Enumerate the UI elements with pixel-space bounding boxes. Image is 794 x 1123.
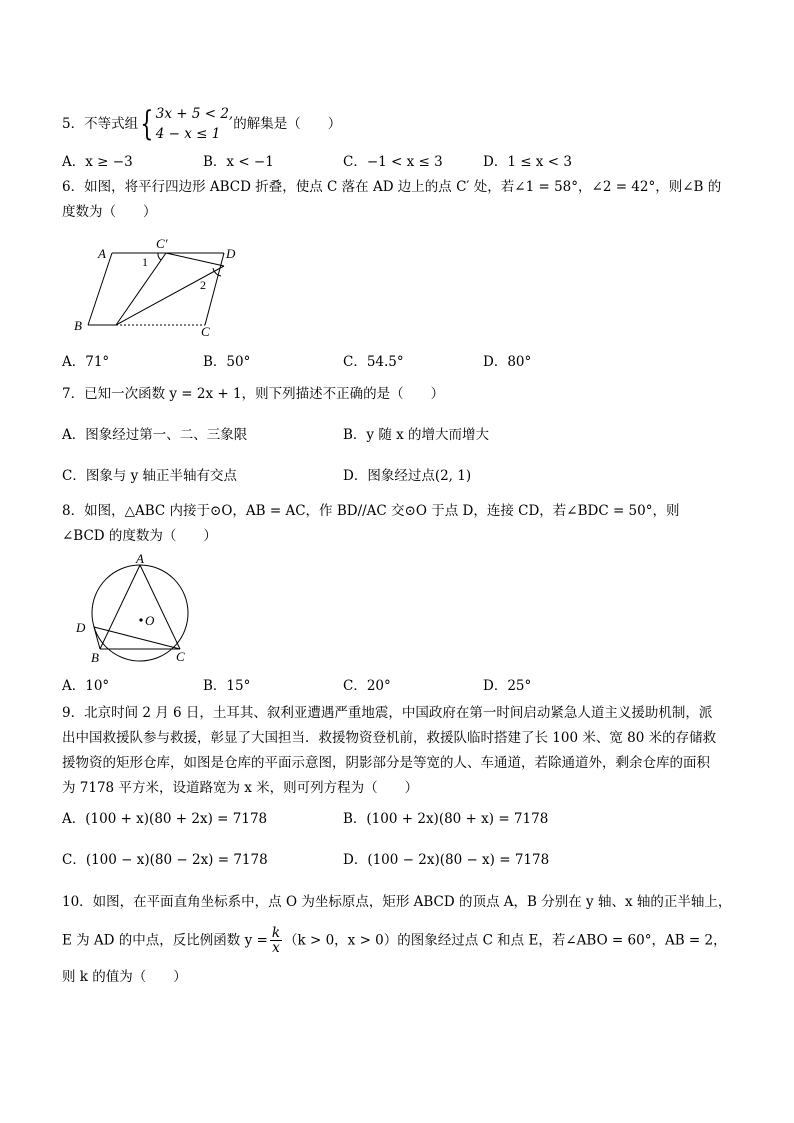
q10-fraction-numerator: k [271, 925, 281, 941]
q5-stem [62, 104, 341, 144]
q9-stem-line3: 援物资的矩形仓库，如图是仓库的平面示意图，阴影部分是等宽的人、车通道，若除通道外，剩余仓库的面积 [62, 755, 710, 771]
q5-option-c[interactable]: C．−1 < x ≤ 3 [343, 154, 443, 170]
q8-label-c: C [176, 649, 185, 664]
q8-label-b: B [91, 650, 99, 665]
q9-option-c[interactable]: C．(100 − x)(80 − 2x) = 7178 [62, 852, 268, 868]
q8-option-c[interactable]: C．20° [343, 678, 391, 694]
q10-stem-line2-suffix: （k > 0，x > 0）的图象经过点 C 和点 E，若∠ABO = 60°，AB = 2， [284, 932, 727, 949]
q6-label-a: A [98, 246, 106, 261]
q8-figure [70, 553, 210, 673]
q8-label-o: O [145, 613, 155, 628]
q5-system [156, 104, 233, 144]
q6-fold-cp-d [166, 253, 224, 266]
q8-option-d[interactable]: D．25° [483, 678, 532, 694]
q6-stem-line2: 度数为（ ） [62, 204, 157, 220]
q7-option-d[interactable]: D．图象经过点(2, 1) [343, 468, 472, 484]
q9-option-a[interactable]: A．(100 + x)(80 + 2x) = 7178 [62, 811, 268, 827]
q6-label-b: B [74, 318, 82, 333]
q8-label-d: D [76, 620, 86, 635]
q6-option-a[interactable]: A．71° [62, 354, 110, 370]
q7-option-b[interactable]: B．y 随 x 的增大而增大 [343, 427, 490, 443]
q10-fraction-denominator: x [272, 940, 280, 956]
q8-seg-ab [100, 565, 140, 649]
q5-option-b[interactable]: B．x < −1 [203, 154, 274, 170]
q6-figure [70, 238, 260, 338]
q6-angle-1-arc [158, 253, 161, 260]
q10-stem-line1: 10．如图，在平面直角坐标系中，点 O 为坐标原点，矩形 ABCD 的顶点 A，B 分别在 y 轴、x 轴的正半轴上， [62, 894, 732, 910]
q6-label-c: C [201, 324, 210, 338]
q7-option-a[interactable]: A．图象经过第一、二、三象限 [62, 427, 248, 443]
q5-eq2: 4 − x ≤ 1 [155, 126, 221, 142]
q6-label-1: 1 [142, 255, 148, 269]
q6-label-d: D [226, 246, 236, 261]
q5-eq1: 3x + 5 < 2, [155, 106, 234, 122]
q8-seg-dc [94, 627, 180, 649]
q6-option-b[interactable]: B．50° [203, 354, 251, 370]
q5-stem-suffix: 的解集是（ ） [233, 116, 342, 132]
q9-option-d[interactable]: D．(100 − 2x)(80 − x) = 7178 [343, 852, 550, 868]
q10-stem-line3: 则 k 的值为（ ） [62, 969, 187, 985]
q8-label-a: A [136, 553, 144, 566]
q8-option-b[interactable]: B．15° [203, 678, 251, 694]
q6-option-c[interactable]: C．54.5° [343, 354, 404, 370]
q5-option-d[interactable]: D．1 ≤ x < 3 [483, 154, 572, 170]
q5-stem-prefix: 5．不等式组 [62, 116, 139, 132]
q9-stem-line1: 9．北京时间 2 月 6 日，土耳其、叙利亚遭遇严重地震，中国政府在第一时间启动紧急人道主义援助机制，派 [62, 705, 713, 721]
q7-stem: 7．已知一次函数 y = 2x + 1，则下列描述不正确的是（ ） [62, 386, 445, 402]
q5-option-a[interactable]: A．x ≥ −3 [62, 154, 133, 170]
q9-stem-line4: 为 7178 平方米，设道路宽为 x 米，则可列方程为（ ） [62, 780, 419, 796]
q6-fold-b-cp [116, 253, 166, 325]
q10-fraction [270, 926, 282, 955]
q6-edge-ab [88, 253, 112, 325]
q6-stem-line1: 6．如图，将平行四边形 ABCD 折叠，使点 C 落在 AD 边上的点 C′ 处，若∠1 = 58°，∠2 = 42°，则∠B 的 [62, 179, 722, 195]
q6-label-2: 2 [200, 278, 206, 292]
q8-option-a[interactable]: A．10° [62, 678, 110, 694]
q8-seg-ac [140, 565, 180, 649]
q10-stem-line2-prefix: E 为 AD 的中点，反比例函数 y = [62, 932, 268, 949]
q6-label-cp: C′ [156, 238, 168, 251]
q6-option-d[interactable]: D．80° [483, 354, 532, 370]
q5-brace: { [140, 104, 154, 144]
q8-center-dot [139, 618, 142, 621]
q7-option-c[interactable]: C．图象与 y 轴正半轴有交点 [62, 468, 238, 484]
q8-stem-line1: 8．如图，△ABC 内接于⊙O，AB = AC，作 BD//AC 交⊙O 于点 D，连接 CD，若∠BDC = 50°，则 [62, 503, 680, 519]
q8-stem-line2: ∠BCD 的度数为（ ） [62, 528, 217, 544]
q8-circle [92, 565, 188, 661]
q9-stem-line2: 出中国救援队参与救援，彰显了大国担当．救援物资登机前，救援队临时搭建了长 100 米、宽 80 米的存储救 [62, 730, 717, 746]
q10-stem-line2 [62, 925, 727, 956]
q9-option-b[interactable]: B．(100 + 2x)(80 + x) = 7178 [343, 811, 549, 827]
